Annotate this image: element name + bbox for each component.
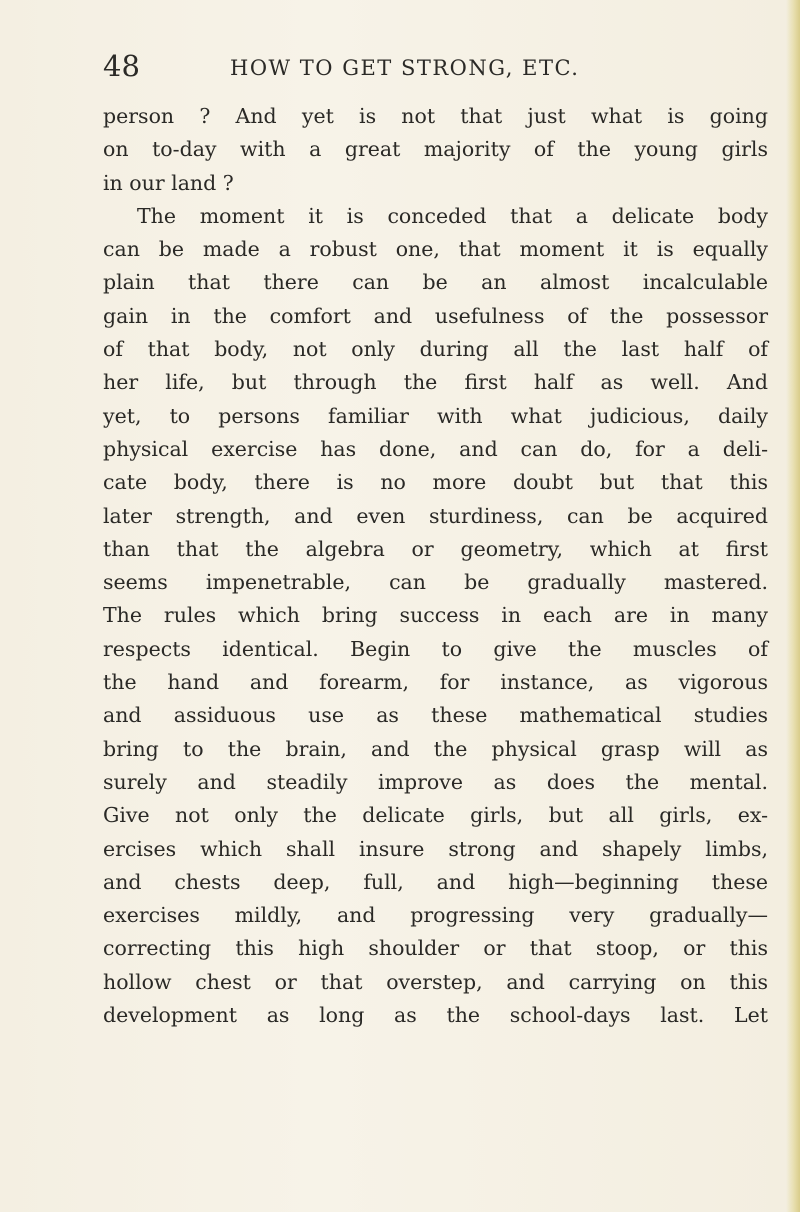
- text-line: correcting this high shoulder or that stoop, or this: [103, 936, 768, 961]
- text-line: development as long as the school-days last. Let: [103, 1003, 768, 1028]
- text-line: exercises mildly, and progressing very gradually—: [103, 903, 768, 928]
- text-line: The rules which bring success in each are in many: [103, 603, 768, 628]
- text-line: on to-day with a great majority of the young girls: [103, 137, 768, 162]
- text-line: gain in the comfort and usefulness of the possessor: [103, 303, 768, 328]
- page-edge-shadow: [786, 0, 800, 1212]
- text-line: Give not only the delicate girls, but all girls, ex-: [103, 803, 768, 828]
- text-line: physical exercise has done, and can do, for a deli-: [103, 436, 768, 461]
- text-line: respects identical. Begin to give the muscles of: [103, 636, 768, 661]
- text-line: and assiduous use as these mathematical studies: [103, 703, 768, 728]
- text-line: cate body, there is no more doubt but that this: [103, 470, 768, 495]
- text-line: and chests deep, full, and high—beginning these: [103, 869, 768, 894]
- text-line: ercises which shall insure strong and shapely limbs,: [103, 836, 768, 861]
- text-line: of that body, not only during all the last half of: [103, 337, 768, 362]
- text-line: the hand and forearm, for instance, as vigorous: [103, 670, 768, 695]
- text-line: seems impenetrable, can be gradually mastered.: [103, 570, 768, 595]
- text-line: later strength, and even sturdiness, can be acquired: [103, 503, 768, 528]
- text-line: in our land ?: [103, 170, 234, 195]
- text-line: can be made a robust one, that moment it is equally: [103, 237, 768, 262]
- text-line: yet, to persons familiar with what judicious, daily: [103, 403, 768, 428]
- running-title: HOW TO GET STRONG, ETC.: [230, 56, 580, 80]
- text-line: her life, but through the first half as well. And: [103, 370, 768, 395]
- text-line: person ? And yet is not that just what is going: [103, 104, 768, 128]
- text-line: bring to the brain, and the physical grasp will as: [103, 736, 768, 761]
- text-line: plain that there can be an almost incalculable: [103, 270, 768, 295]
- text-line: than that the algebra or geometry, which at first: [103, 536, 768, 561]
- page-number: 48: [103, 49, 140, 83]
- text-line: surely and steadily improve as does the mental.: [103, 769, 768, 794]
- body-text: [103, 100, 768, 1032]
- text-line: The moment it is conceded that a delicate body: [137, 203, 768, 228]
- text-line: hollow chest or that overstep, and carrying on this: [103, 969, 768, 994]
